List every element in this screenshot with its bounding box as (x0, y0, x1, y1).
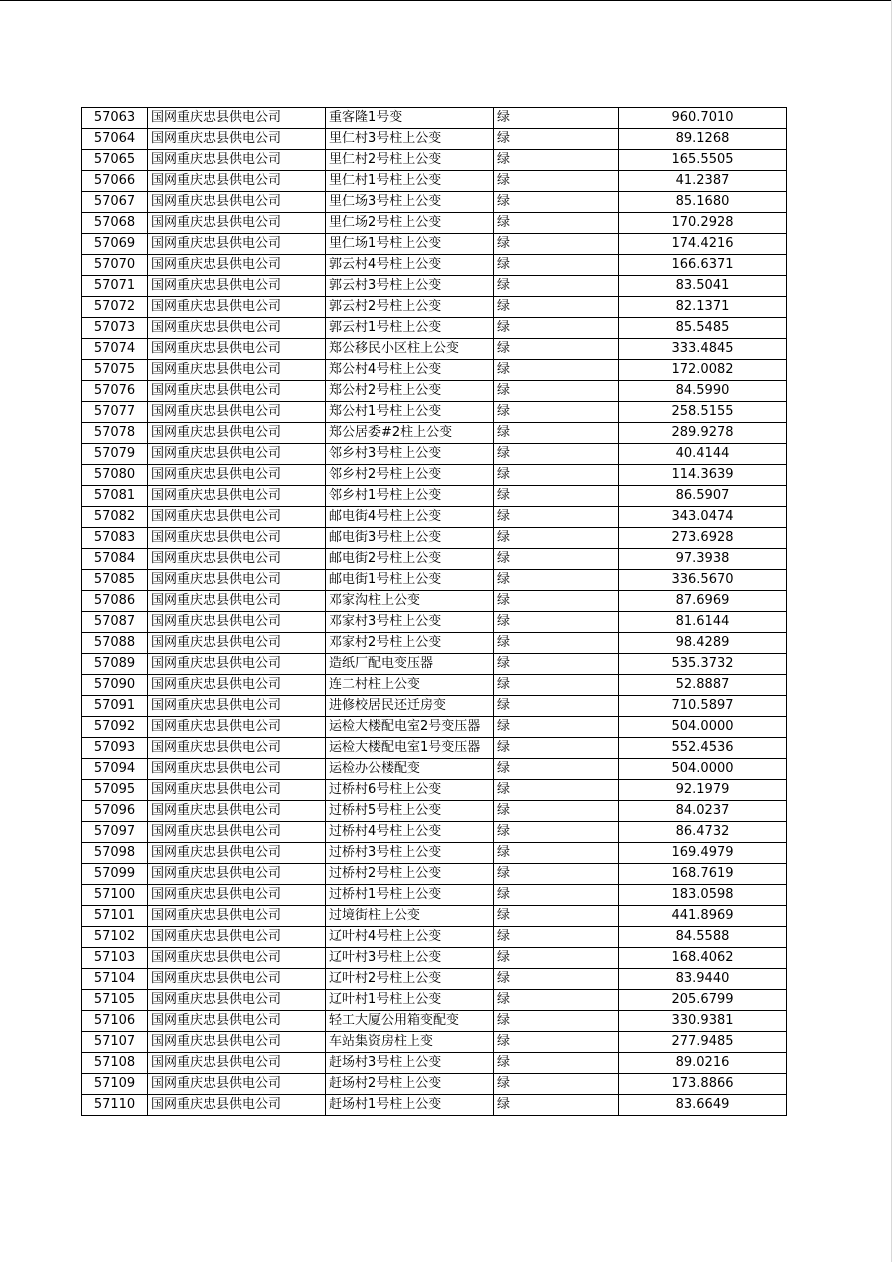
status-cell: 绿 (494, 192, 619, 213)
row-id-cell: 57098 (82, 843, 148, 864)
row-id-cell: 57063 (82, 108, 148, 129)
transformer-name-cell: 赶场村3号柱上公变 (326, 1053, 494, 1074)
row-id-cell: 57076 (82, 381, 148, 402)
value-cell: 166.6371 (619, 255, 787, 276)
status-cell: 绿 (494, 171, 619, 192)
table-row (82, 1095, 787, 1116)
company-cell: 国网重庆忠县供电公司 (148, 465, 326, 486)
company-cell: 国网重庆忠县供电公司 (148, 444, 326, 465)
company-cell: 国网重庆忠县供电公司 (148, 129, 326, 150)
status-cell: 绿 (494, 255, 619, 276)
value-cell: 333.4845 (619, 339, 787, 360)
transformer-name-cell: 重客隆1号变 (326, 108, 494, 129)
status-cell: 绿 (494, 696, 619, 717)
row-id-cell: 57065 (82, 150, 148, 171)
company-cell: 国网重庆忠县供电公司 (148, 612, 326, 633)
row-id-cell: 57077 (82, 402, 148, 423)
row-id-cell: 57103 (82, 948, 148, 969)
company-cell: 国网重庆忠县供电公司 (148, 1032, 326, 1053)
transformer-name-cell: 邻乡村2号柱上公变 (326, 465, 494, 486)
company-cell: 国网重庆忠县供电公司 (148, 528, 326, 549)
transformer-name-cell: 郭云村1号柱上公变 (326, 318, 494, 339)
status-cell: 绿 (494, 360, 619, 381)
transformer-name-cell: 邻乡村3号柱上公变 (326, 444, 494, 465)
value-cell: 89.1268 (619, 129, 787, 150)
transformer-name-cell: 进修校居民还迁房变 (326, 696, 494, 717)
table-row (82, 276, 787, 297)
company-cell: 国网重庆忠县供电公司 (148, 150, 326, 171)
status-cell: 绿 (494, 654, 619, 675)
value-cell: 84.5990 (619, 381, 787, 402)
value-cell: 168.4062 (619, 948, 787, 969)
row-id-cell: 57088 (82, 633, 148, 654)
row-id-cell: 57067 (82, 192, 148, 213)
status-cell: 绿 (494, 759, 619, 780)
company-cell: 国网重庆忠县供电公司 (148, 969, 326, 990)
row-id-cell: 57102 (82, 927, 148, 948)
row-id-cell: 57068 (82, 213, 148, 234)
value-cell: 504.0000 (619, 759, 787, 780)
row-id-cell: 57079 (82, 444, 148, 465)
transformer-name-cell: 辽叶村2号柱上公变 (326, 969, 494, 990)
row-id-cell: 57071 (82, 276, 148, 297)
row-id-cell: 57097 (82, 822, 148, 843)
company-cell: 国网重庆忠县供电公司 (148, 549, 326, 570)
value-cell: 205.6799 (619, 990, 787, 1011)
status-cell: 绿 (494, 591, 619, 612)
table-row (82, 192, 787, 213)
table-row (82, 990, 787, 1011)
table-row (82, 801, 787, 822)
status-cell: 绿 (494, 843, 619, 864)
table-body (82, 108, 787, 1116)
table-row (82, 381, 787, 402)
table-row (82, 948, 787, 969)
table-row (82, 339, 787, 360)
transformer-name-cell: 赶场村1号柱上公变 (326, 1095, 494, 1116)
transformer-name-cell: 辽叶村3号柱上公变 (326, 948, 494, 969)
row-id-cell: 57094 (82, 759, 148, 780)
status-cell: 绿 (494, 822, 619, 843)
status-cell: 绿 (494, 276, 619, 297)
company-cell: 国网重庆忠县供电公司 (148, 1053, 326, 1074)
table-row (82, 465, 787, 486)
table-row (82, 486, 787, 507)
row-id-cell: 57083 (82, 528, 148, 549)
company-cell: 国网重庆忠县供电公司 (148, 339, 326, 360)
value-cell: 960.7010 (619, 108, 787, 129)
status-cell: 绿 (494, 717, 619, 738)
status-cell: 绿 (494, 234, 619, 255)
value-cell: 81.6144 (619, 612, 787, 633)
value-cell: 165.5505 (619, 150, 787, 171)
transformer-name-cell: 过桥村3号柱上公变 (326, 843, 494, 864)
transformer-name-cell: 里仁场2号柱上公变 (326, 213, 494, 234)
value-cell: 86.4732 (619, 822, 787, 843)
company-cell: 国网重庆忠县供电公司 (148, 381, 326, 402)
transformer-name-cell: 过桥村6号柱上公变 (326, 780, 494, 801)
table-row (82, 927, 787, 948)
table-row (82, 570, 787, 591)
status-cell: 绿 (494, 402, 619, 423)
row-id-cell: 57087 (82, 612, 148, 633)
status-cell: 绿 (494, 297, 619, 318)
value-cell: 41.2387 (619, 171, 787, 192)
value-cell: 92.1979 (619, 780, 787, 801)
transformer-name-cell: 郭云村4号柱上公变 (326, 255, 494, 276)
table-row (82, 402, 787, 423)
status-cell: 绿 (494, 780, 619, 801)
table-row (82, 549, 787, 570)
status-cell: 绿 (494, 465, 619, 486)
transformer-name-cell: 运检办公楼配变 (326, 759, 494, 780)
table-row (82, 843, 787, 864)
transformer-name-cell: 邓家村2号柱上公变 (326, 633, 494, 654)
transformer-name-cell: 郑公移民小区柱上公变 (326, 339, 494, 360)
value-cell: 173.8866 (619, 1074, 787, 1095)
company-cell: 国网重庆忠县供电公司 (148, 108, 326, 129)
company-cell: 国网重庆忠县供电公司 (148, 486, 326, 507)
row-id-cell: 57078 (82, 423, 148, 444)
row-id-cell: 57086 (82, 591, 148, 612)
company-cell: 国网重庆忠县供电公司 (148, 591, 326, 612)
status-cell: 绿 (494, 150, 619, 171)
company-cell: 国网重庆忠县供电公司 (148, 885, 326, 906)
row-id-cell: 57082 (82, 507, 148, 528)
company-cell: 国网重庆忠县供电公司 (148, 759, 326, 780)
row-id-cell: 57105 (82, 990, 148, 1011)
company-cell: 国网重庆忠县供电公司 (148, 360, 326, 381)
row-id-cell: 57074 (82, 339, 148, 360)
company-cell: 国网重庆忠县供电公司 (148, 1074, 326, 1095)
transformer-name-cell: 过桥村5号柱上公变 (326, 801, 494, 822)
company-cell: 国网重庆忠县供电公司 (148, 675, 326, 696)
status-cell: 绿 (494, 990, 619, 1011)
status-cell: 绿 (494, 486, 619, 507)
value-cell: 183.0598 (619, 885, 787, 906)
table-row (82, 696, 787, 717)
row-id-cell: 57095 (82, 780, 148, 801)
value-cell: 87.6969 (619, 591, 787, 612)
transformer-name-cell: 邮电街1号柱上公变 (326, 570, 494, 591)
value-cell: 174.4216 (619, 234, 787, 255)
company-cell: 国网重庆忠县供电公司 (148, 990, 326, 1011)
company-cell: 国网重庆忠县供电公司 (148, 276, 326, 297)
table-row (82, 654, 787, 675)
transformer-name-cell: 车站集资房柱上变 (326, 1032, 494, 1053)
row-id-cell: 57104 (82, 969, 148, 990)
transformer-name-cell: 运检大楼配电室1号变压器 (326, 738, 494, 759)
company-cell: 国网重庆忠县供电公司 (148, 234, 326, 255)
table-row (82, 780, 787, 801)
transformer-name-cell: 里仁村3号柱上公变 (326, 129, 494, 150)
status-cell: 绿 (494, 1011, 619, 1032)
table-row (82, 171, 787, 192)
table-row (82, 822, 787, 843)
row-id-cell: 57110 (82, 1095, 148, 1116)
table-row (82, 297, 787, 318)
status-cell: 绿 (494, 129, 619, 150)
transformer-name-cell: 邮电街2号柱上公变 (326, 549, 494, 570)
company-cell: 国网重庆忠县供电公司 (148, 927, 326, 948)
row-id-cell: 57075 (82, 360, 148, 381)
value-cell: 277.9485 (619, 1032, 787, 1053)
transformer-name-cell: 里仁村1号柱上公变 (326, 171, 494, 192)
value-cell: 40.4144 (619, 444, 787, 465)
value-cell: 273.6928 (619, 528, 787, 549)
value-cell: 441.8969 (619, 906, 787, 927)
row-id-cell: 57064 (82, 129, 148, 150)
value-cell: 330.9381 (619, 1011, 787, 1032)
table-row (82, 360, 787, 381)
table-row (82, 150, 787, 171)
company-cell: 国网重庆忠县供电公司 (148, 255, 326, 276)
company-cell: 国网重庆忠县供电公司 (148, 192, 326, 213)
company-cell: 国网重庆忠县供电公司 (148, 402, 326, 423)
row-id-cell: 57096 (82, 801, 148, 822)
status-cell: 绿 (494, 108, 619, 129)
value-cell: 83.6649 (619, 1095, 787, 1116)
row-id-cell: 57109 (82, 1074, 148, 1095)
row-id-cell: 57073 (82, 318, 148, 339)
transformer-name-cell: 过境街柱上公变 (326, 906, 494, 927)
row-id-cell: 57108 (82, 1053, 148, 1074)
value-cell: 258.5155 (619, 402, 787, 423)
status-cell: 绿 (494, 675, 619, 696)
value-cell: 52.8887 (619, 675, 787, 696)
row-id-cell: 57106 (82, 1011, 148, 1032)
status-cell: 绿 (494, 738, 619, 759)
value-cell: 84.0237 (619, 801, 787, 822)
transformer-name-cell: 郑公村1号柱上公变 (326, 402, 494, 423)
company-cell: 国网重庆忠县供电公司 (148, 738, 326, 759)
company-cell: 国网重庆忠县供电公司 (148, 507, 326, 528)
transformer-name-cell: 邻乡村1号柱上公变 (326, 486, 494, 507)
row-id-cell: 57069 (82, 234, 148, 255)
table-row (82, 675, 787, 696)
status-cell: 绿 (494, 864, 619, 885)
status-cell: 绿 (494, 969, 619, 990)
transformer-name-cell: 郑公村4号柱上公变 (326, 360, 494, 381)
company-cell: 国网重庆忠县供电公司 (148, 297, 326, 318)
table-row (82, 969, 787, 990)
company-cell: 国网重庆忠县供电公司 (148, 906, 326, 927)
status-cell: 绿 (494, 213, 619, 234)
company-cell: 国网重庆忠县供电公司 (148, 318, 326, 339)
table-row (82, 129, 787, 150)
company-cell: 国网重庆忠县供电公司 (148, 822, 326, 843)
row-id-cell: 57101 (82, 906, 148, 927)
transformer-name-cell: 郭云村2号柱上公变 (326, 297, 494, 318)
transformer-name-cell: 轻工大厦公用箱变配变 (326, 1011, 494, 1032)
transformer-name-cell: 里仁村2号柱上公变 (326, 150, 494, 171)
table-row (82, 864, 787, 885)
company-cell: 国网重庆忠县供电公司 (148, 864, 326, 885)
company-cell: 国网重庆忠县供电公司 (148, 423, 326, 444)
value-cell: 710.5897 (619, 696, 787, 717)
transformer-name-cell: 辽叶村1号柱上公变 (326, 990, 494, 1011)
status-cell: 绿 (494, 1032, 619, 1053)
transformer-name-cell: 郑公村2号柱上公变 (326, 381, 494, 402)
value-cell: 85.1680 (619, 192, 787, 213)
value-cell: 98.4289 (619, 633, 787, 654)
value-cell: 172.0082 (619, 360, 787, 381)
row-id-cell: 57092 (82, 717, 148, 738)
table-row (82, 717, 787, 738)
table-row (82, 1011, 787, 1032)
table-row (82, 318, 787, 339)
value-cell: 84.5588 (619, 927, 787, 948)
value-cell: 336.5670 (619, 570, 787, 591)
table-row (82, 108, 787, 129)
status-cell: 绿 (494, 801, 619, 822)
row-id-cell: 57072 (82, 297, 148, 318)
row-id-cell: 57093 (82, 738, 148, 759)
transformer-name-cell: 运检大楼配电室2号变压器 (326, 717, 494, 738)
table-row (82, 1053, 787, 1074)
transformer-name-cell: 里仁场1号柱上公变 (326, 234, 494, 255)
company-cell: 国网重庆忠县供电公司 (148, 1095, 326, 1116)
table-row (82, 1074, 787, 1095)
company-cell: 国网重庆忠县供电公司 (148, 570, 326, 591)
row-id-cell: 57084 (82, 549, 148, 570)
value-cell: 343.0474 (619, 507, 787, 528)
status-cell: 绿 (494, 528, 619, 549)
status-cell: 绿 (494, 318, 619, 339)
company-cell: 国网重庆忠县供电公司 (148, 948, 326, 969)
row-id-cell: 57089 (82, 654, 148, 675)
company-cell: 国网重庆忠县供电公司 (148, 654, 326, 675)
company-cell: 国网重庆忠县供电公司 (148, 171, 326, 192)
status-cell: 绿 (494, 906, 619, 927)
status-cell: 绿 (494, 549, 619, 570)
value-cell: 83.9440 (619, 969, 787, 990)
value-cell: 168.7619 (619, 864, 787, 885)
status-cell: 绿 (494, 1074, 619, 1095)
table-row (82, 255, 787, 276)
value-cell: 82.1371 (619, 297, 787, 318)
table-row (82, 906, 787, 927)
table-row (82, 423, 787, 444)
table-row (82, 444, 787, 465)
value-cell: 169.4979 (619, 843, 787, 864)
transformer-name-cell: 邮电街4号柱上公变 (326, 507, 494, 528)
company-cell: 国网重庆忠县供电公司 (148, 801, 326, 822)
transformer-name-cell: 辽叶村4号柱上公变 (326, 927, 494, 948)
table-row (82, 759, 787, 780)
table-row (82, 738, 787, 759)
company-cell: 国网重庆忠县供电公司 (148, 780, 326, 801)
value-cell: 535.3732 (619, 654, 787, 675)
transformer-name-cell: 邓家村3号柱上公变 (326, 612, 494, 633)
row-id-cell: 57070 (82, 255, 148, 276)
transformer-name-cell: 里仁场3号柱上公变 (326, 192, 494, 213)
row-id-cell: 57099 (82, 864, 148, 885)
transformer-name-cell: 赶场村2号柱上公变 (326, 1074, 494, 1095)
transformer-name-cell: 过桥村2号柱上公变 (326, 864, 494, 885)
transformer-name-cell: 邮电街3号柱上公变 (326, 528, 494, 549)
company-cell: 国网重庆忠县供电公司 (148, 843, 326, 864)
value-cell: 97.3938 (619, 549, 787, 570)
value-cell: 552.4536 (619, 738, 787, 759)
status-cell: 绿 (494, 612, 619, 633)
value-cell: 114.3639 (619, 465, 787, 486)
table-row (82, 507, 787, 528)
row-id-cell: 57100 (82, 885, 148, 906)
status-cell: 绿 (494, 633, 619, 654)
status-cell: 绿 (494, 1053, 619, 1074)
status-cell: 绿 (494, 507, 619, 528)
transformer-name-cell: 郭云村3号柱上公变 (326, 276, 494, 297)
status-cell: 绿 (494, 444, 619, 465)
table-row (82, 633, 787, 654)
table-row (82, 528, 787, 549)
transformer-name-cell: 过桥村4号柱上公变 (326, 822, 494, 843)
row-id-cell: 57066 (82, 171, 148, 192)
table-row (82, 885, 787, 906)
row-id-cell: 57107 (82, 1032, 148, 1053)
value-cell: 504.0000 (619, 717, 787, 738)
row-id-cell: 57091 (82, 696, 148, 717)
value-cell: 289.9278 (619, 423, 787, 444)
company-cell: 国网重庆忠县供电公司 (148, 213, 326, 234)
table-row (82, 234, 787, 255)
transformer-name-cell: 造纸厂配电变压器 (326, 654, 494, 675)
value-cell: 83.5041 (619, 276, 787, 297)
company-cell: 国网重庆忠县供电公司 (148, 717, 326, 738)
value-cell: 170.2928 (619, 213, 787, 234)
status-cell: 绿 (494, 339, 619, 360)
status-cell: 绿 (494, 381, 619, 402)
status-cell: 绿 (494, 948, 619, 969)
transformer-name-cell: 郑公居委#2柱上公变 (326, 423, 494, 444)
table-row (82, 213, 787, 234)
page-top-border (0, 0, 892, 1)
company-cell: 国网重庆忠县供电公司 (148, 1011, 326, 1032)
transformer-name-cell: 过桥村1号柱上公变 (326, 885, 494, 906)
status-cell: 绿 (494, 1095, 619, 1116)
value-cell: 86.5907 (619, 486, 787, 507)
transformer-name-cell: 连二村柱上公变 (326, 675, 494, 696)
transformer-name-cell: 邓家沟柱上公变 (326, 591, 494, 612)
table-row (82, 1032, 787, 1053)
company-cell: 国网重庆忠县供电公司 (148, 696, 326, 717)
status-cell: 绿 (494, 927, 619, 948)
status-cell: 绿 (494, 423, 619, 444)
transformer-table (81, 107, 787, 1116)
row-id-cell: 57080 (82, 465, 148, 486)
table-row (82, 612, 787, 633)
row-id-cell: 57085 (82, 570, 148, 591)
row-id-cell: 57081 (82, 486, 148, 507)
status-cell: 绿 (494, 570, 619, 591)
table-row (82, 591, 787, 612)
status-cell: 绿 (494, 885, 619, 906)
value-cell: 89.0216 (619, 1053, 787, 1074)
company-cell: 国网重庆忠县供电公司 (148, 633, 326, 654)
row-id-cell: 57090 (82, 675, 148, 696)
value-cell: 85.5485 (619, 318, 787, 339)
